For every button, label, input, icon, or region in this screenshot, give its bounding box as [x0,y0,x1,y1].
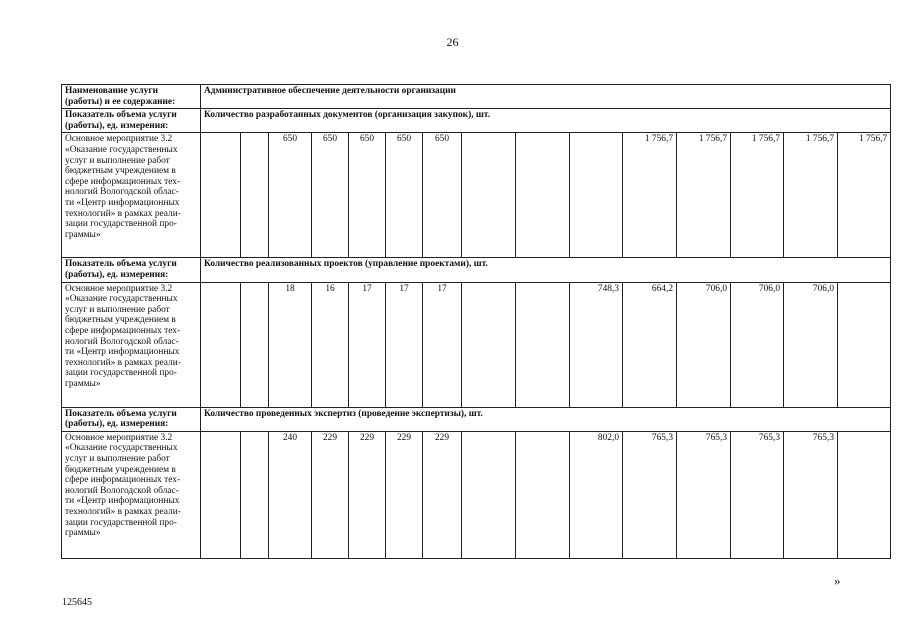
volume-cell: 16 [312,282,349,407]
volume-cell: 17 [386,282,423,407]
table-cell [570,133,623,258]
finance-cell: 706,0 [677,282,731,407]
finance-cell: 765,3 [623,431,677,558]
finance-cell: 765,3 [677,431,731,558]
activity-description: Основное мероприятие 3.2 «Оказание государственных услуг и выполнение работ бюджетным учреждением в сфере информационных тех- нологий Вологодской облас- ти «Центр информационных технологий» в рамках реали- зации государственной про- граммы» [62,431,201,558]
service-name-label: Наименование услуги (работы) и ее содержание: [62,85,201,109]
service-name-value: Административное обеспечение деятельности организации [201,85,891,109]
activity-description: Основное мероприятие 3.2 «Оказание государственных услуг и выполнение работ бюджетным учреждением в сфере информационных тех- нологий Вологодской облас- ти «Центр информационных технологий» в рамках реали- зации государственной про- граммы» [62,282,201,407]
finance-cell: 664,2 [623,282,677,407]
table-cell [462,431,516,558]
volume-cell: 229 [386,431,423,558]
volume-cell: 17 [349,282,386,407]
service-name-row [62,85,891,109]
activity-description: Основное мероприятие 3.2 «Оказание государственных услуг и выполнение работ бюджетным учреждением в сфере информационных тех- нологий Вологодской облас- ти «Центр информационных технологий» в рамках реали- зации государственной про- граммы» [62,133,201,258]
table-cell [201,133,241,258]
table-row [62,282,891,407]
finance-cell: 765,3 [784,431,838,558]
service-volume-table [61,84,891,559]
finance-cell: 706,0 [731,282,784,407]
table-cell [838,431,891,558]
indicator-value: Количество проведенных экспертиз (проведение экспертизы), шт. [201,407,891,431]
table-cell [241,282,269,407]
finance-cell: 802,0 [570,431,623,558]
table-cell [462,282,516,407]
finance-cell: 1 756,7 [623,133,677,258]
indicator-label: Показатель объема услуги (работы), ед. измерения: [62,109,201,133]
volume-cell: 650 [423,133,462,258]
finance-cell: 1 756,7 [677,133,731,258]
finance-cell: 706,0 [784,282,838,407]
indicator-row [62,258,891,282]
closing-quote: » [834,573,841,588]
volume-cell: 17 [423,282,462,407]
table-cell [838,282,891,407]
volume-cell: 229 [349,431,386,558]
page-number: 26 [446,35,459,49]
table-cell [516,431,570,558]
finance-cell: 1 756,7 [784,133,838,258]
finance-cell: 1 756,7 [838,133,891,258]
table-cell [241,133,269,258]
indicator-value: Количество реализованных проектов (управление проектами), шт. [201,258,891,282]
finance-cell: 765,3 [731,431,784,558]
volume-cell: 18 [269,282,312,407]
indicator-label: Показатель объема услуги (работы), ед. измерения: [62,258,201,282]
table-cell [516,133,570,258]
table-cell [201,431,241,558]
finance-cell: 1 756,7 [731,133,784,258]
table-cell [201,282,241,407]
volume-cell: 650 [386,133,423,258]
indicator-row [62,407,891,431]
finance-cell: 748,3 [570,282,623,407]
volume-cell: 650 [349,133,386,258]
document-number: 125645 [62,597,92,608]
indicator-value: Количество разработанных документов (организация закупок), шт. [201,109,891,133]
table-cell [241,431,269,558]
volume-cell: 229 [423,431,462,558]
volume-cell: 650 [312,133,349,258]
table-cell [462,133,516,258]
volume-cell: 650 [269,133,312,258]
table-row [62,133,891,258]
table-cell [516,282,570,407]
volume-cell: 229 [312,431,349,558]
indicator-row [62,109,891,133]
table-row [62,431,891,558]
volume-cell: 240 [269,431,312,558]
indicator-label: Показатель объема услуги (работы), ед. измерения: [62,407,201,431]
